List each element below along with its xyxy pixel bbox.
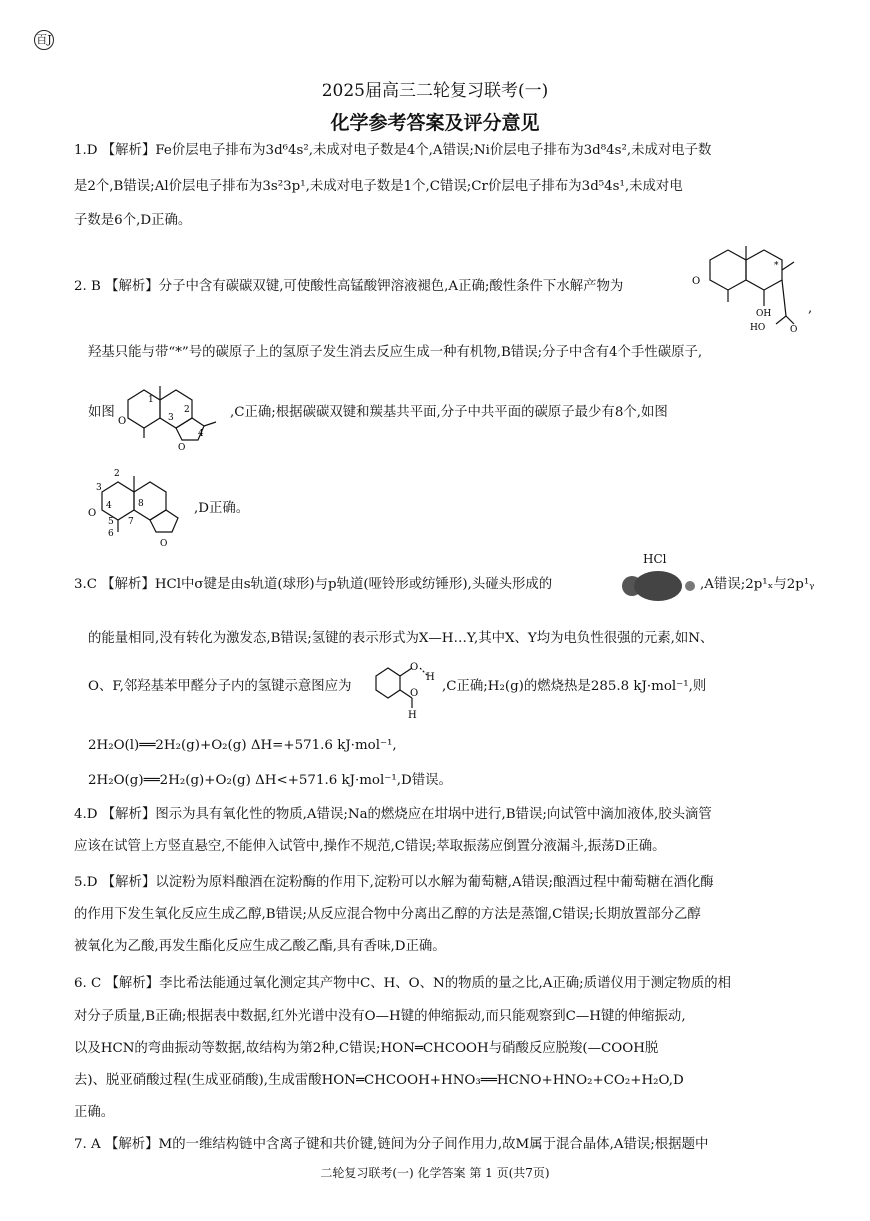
q6-line-5: 正确。 [74,1105,115,1120]
q2-line-3-post: ,C正确;根据碳碳双键和羰基共平面,分子中共平面的碳原子最少有8个,如图 [230,405,668,420]
q3-line-3-post: ,C正确;H₂(g)的燃烧热是285.8 kJ·mol⁻¹,则 [442,679,707,694]
q3-line-1-end: ,A错误;2p¹ₓ与2p¹ᵧ [700,577,815,592]
answer-subtitle: 化学参考答案及评分意见 [330,112,540,134]
q2-line-3-pre: 如图 [88,405,115,420]
q2-line-1: 2. B 【解析】分子中含有碳碳双键,可使酸性高锰酸钾溶液褪色,A正确;酸性条件下水解产物为 [74,279,624,294]
q6-line-2: 对分子质量,B正确;根据表中数据,红外光谱中没有O—H键的伸缩振动,而只能观察到C—H键的伸缩振动, [74,1009,686,1024]
exam-title: 2025届高三二轮复习联考(一) [321,81,549,101]
q3-line-1: 3.C 【解析】HCl中σ键是由s轨道(球形)与p轨道(哑铃形或纺锤形),头碰头形成的 [74,577,553,592]
svg-text:*: * [774,261,779,271]
publisher-logo: 百J [34,30,54,50]
hydrolysis-product-structure [690,240,813,335]
chiral-carbon-structure [118,372,228,452]
svg-text:4: 4 [198,429,204,439]
q3-eq-2: 2H₂O(g)══2H₂(g)+O₂(g) ΔH<+571.6 kJ·mol⁻¹,D错误。 [88,773,452,788]
q3-line-3-pre: O、F,邻羟基苯甲醛分子内的氢键示意图应为 [88,679,352,694]
svg-text:H: H [426,672,435,683]
svg-text:O: O [88,508,97,519]
svg-text:O: O [160,539,168,549]
q5-line-3: 被氧化为乙酸,再发生酯化反应生成乙酸乙酯,具有香味,D正确。 [74,939,446,954]
svg-text:1: 1 [148,395,154,405]
svg-text:3: 3 [96,483,102,493]
svg-text:8: 8 [138,499,144,509]
q3-line-2: 的能量相同,没有转化为激发态,B错误;氢键的表示形式为X—H…Y,其中X、Y均为电负性很强的元素,如N、 [88,631,714,646]
q5-line-1: 5.D 【解析】以淀粉为原料酿酒在淀粉酶的作用下,淀粉可以水解为葡萄糖,A错误;酿酒过程中葡萄糖在酒化酶 [74,875,714,890]
svg-text:2: 2 [114,469,120,479]
svg-text:HO: HO [750,323,766,333]
svg-text:7: 7 [128,517,134,527]
svg-text:O: O [790,325,798,335]
q7-line-1: 7. A 【解析】M的一维结构链中含离子键和共价键,链间为分子间作用力,故M属于混合晶体,A错误;根据题中 [74,1137,709,1152]
q6-line-4: 去)、脱亚硝酸过程(生成亚硝酸),生成雷酸HON═CHCOOH+HNO₃══HCNO+HNO₂+CO₂+H₂O,D [74,1073,684,1088]
svg-text:O: O [118,416,127,427]
hcl-orbital-diagram [620,560,700,610]
q2-line-1-end: , [808,301,813,316]
svg-text:2: 2 [184,405,190,415]
q1-line-2: 是2个,B错误;Al价层电子排布为3s²3p¹,未成对电子数是1个,C错误;Cr价层电子排布为3d⁵4s¹,未成对电 [74,179,683,194]
q6-line-1: 6. C 【解析】李比希法能通过氧化测定其产物中C、H、O、N的物质的量之比,A正确;质谱仪用于测定物质的相 [74,976,731,991]
svg-text:5: 5 [108,517,114,527]
hydrogen-bond-diagram [372,650,442,720]
svg-text:O: O [410,688,419,699]
svg-text:6: 6 [108,529,114,539]
svg-text:O: O [410,662,419,673]
q4-line-1: 4.D 【解析】图示为具有氧化性的物质,A错误;Na的燃烧应在坩埚中进行,B错误;向试管中滴加液体,胶头滴管 [74,807,712,822]
svg-text:OH: OH [756,309,772,319]
q2-line-2: 羟基只能与带“*”号的碳原子上的氢原子发生消去反应生成一种有机物,B错误;分子中含有4个手性碳原子, [88,345,703,360]
q1-line-1: 1.D 【解析】Fe价层电子排布为3d⁶4s²,未成对电子数是4个,A错误;Ni价层电子排布为3d⁸4s²,未成对电子数 [74,143,712,158]
coplanar-carbon-structure [88,462,198,552]
q3-eq-1: 2H₂O(l)══2H₂(g)+O₂(g) ΔH=+571.6 kJ·mol⁻¹, [88,738,397,753]
q6-line-3: 以及HCN的弯曲振动等数据,故结构为第2种,C错误;HON═CHCOOH与硝酸反应脱羧(—COOH脱 [74,1041,659,1056]
svg-text:3: 3 [168,413,174,423]
q2-line-4-post: ,D正确。 [194,501,250,516]
q5-line-2: 的作用下发生氧化反应生成乙醇,B错误;从反应混合物中分离出乙醇的方法是蒸馏,C错误;长期放置部分乙醇 [74,907,701,922]
hcl-label: HCl [643,552,667,566]
page-footer: 二轮复习联考(一) 化学答案 第 1 页(共7页) [320,1166,550,1180]
svg-text:4: 4 [106,501,112,511]
svg-text:O: O [178,443,186,453]
q4-line-2: 应该在试管上方竖直悬空,不能伸入试管中,操作不规范,C错误;萃取振荡应倒置分液漏斗,振荡D正确。 [74,839,666,854]
q1-line-3: 子数是6个,D正确。 [74,213,192,228]
svg-text:O: O [692,276,701,287]
svg-text:H: H [408,710,417,721]
